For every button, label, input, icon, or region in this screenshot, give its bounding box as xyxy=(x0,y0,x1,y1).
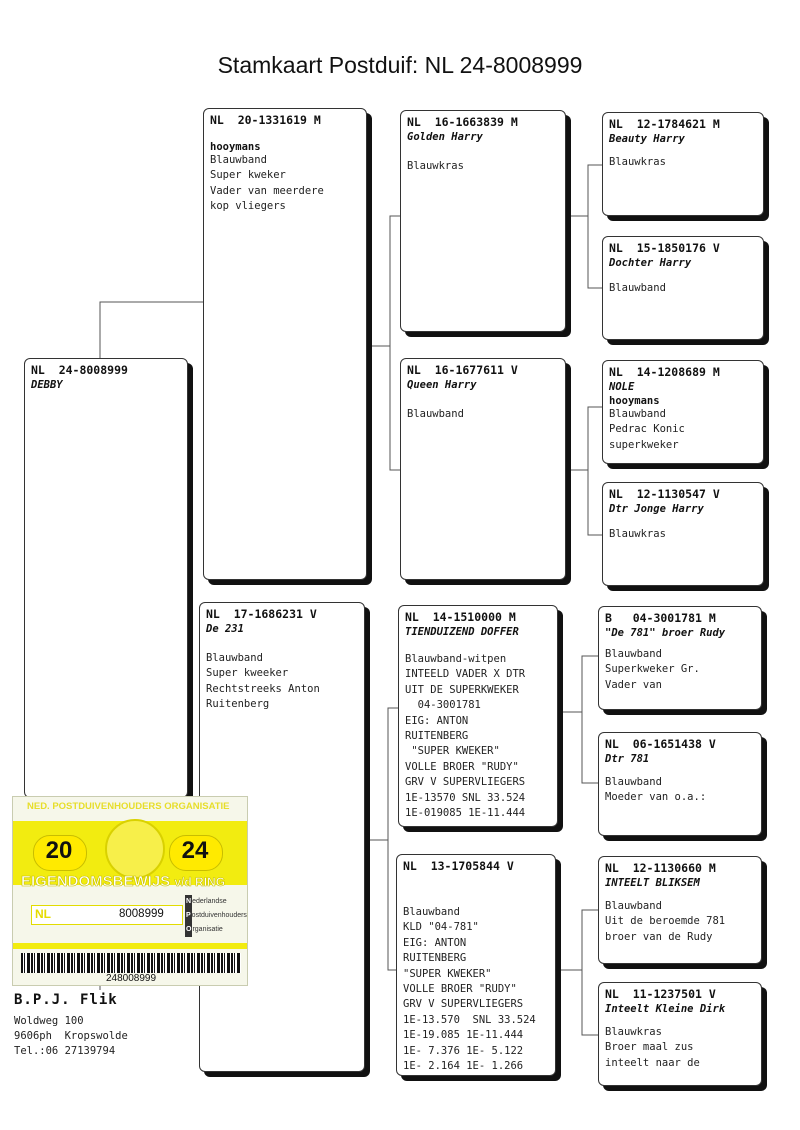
mm-card xyxy=(396,854,556,1076)
npo-word: rganisatie xyxy=(192,926,223,933)
mfm-line: Moeder van o.a.: xyxy=(605,791,707,804)
mmm-line: Broer maal zus xyxy=(605,1041,694,1054)
sticker-prefix: NL xyxy=(35,907,51,921)
ffm-name: Dochter Harry xyxy=(609,257,692,269)
mfm-line: Blauwband xyxy=(605,776,662,788)
mmm-name: Inteelt Kleine Dirk xyxy=(605,1003,726,1015)
mff-card xyxy=(598,606,762,710)
mf-line: GRV V SUPERVLIEGERS xyxy=(405,776,526,789)
fm-ring: NL 16-1677611 V xyxy=(407,363,518,377)
sticker-banner xyxy=(21,873,225,890)
mother-line: Rechtstreeks Anton xyxy=(206,682,320,695)
mother-line: Ruitenberg xyxy=(206,698,270,711)
sticker-banner-text: EIGENDOMSBEWIJS xyxy=(21,873,171,890)
mf-line: UIT DE SUPERKWEKER xyxy=(405,683,519,696)
sticker-year-right-text: 24 xyxy=(181,837,209,864)
fmm-name: Dtr Jonge Harry xyxy=(609,503,704,515)
sticker-year-left-text: 20 xyxy=(45,837,73,864)
father-card xyxy=(203,108,367,580)
subject-ring: NL 24-8008999 xyxy=(31,363,128,377)
fmf-line: Blauwband xyxy=(609,408,666,420)
mm-ring: NL 13-1705844 V xyxy=(403,859,514,873)
mfm-ring: NL 06-1651438 V xyxy=(605,737,716,751)
mm-line: 1E- 2.164 1E- 1.266 xyxy=(403,1060,524,1073)
fmf-line: superkweker xyxy=(609,438,679,451)
fm-card xyxy=(400,358,566,580)
ff-name: Golden Harry xyxy=(407,131,483,143)
npo-letter: O xyxy=(185,923,192,937)
mm-line: EIG: ANTON xyxy=(403,936,467,949)
father-line: Super kweker xyxy=(210,169,286,182)
mother-ring: NL 17-1686231 V xyxy=(206,607,317,621)
owner-city: 9606ph Kropswolde xyxy=(14,1030,128,1042)
father-owner: hooymans xyxy=(210,141,261,153)
mff-line: Vader van xyxy=(605,678,662,691)
mm-line: KLD "04-781" xyxy=(403,921,479,934)
fmm-ring: NL 12-1130547 V xyxy=(609,487,720,501)
mmf-ring: NL 12-1130660 M xyxy=(605,861,716,875)
sticker-banner-suffix: v/d RING xyxy=(174,875,226,889)
mf-line: Blauwband-witpen xyxy=(405,653,507,665)
father-line: Vader van meerdere xyxy=(210,184,324,197)
fff-card xyxy=(602,112,764,216)
mff-name: "De 781" broer Rudy xyxy=(605,627,726,639)
father-ring: NL 20-1331619 M xyxy=(210,113,321,127)
mf-line: INTEELD VADER X DTR xyxy=(405,668,526,681)
ffm-card xyxy=(602,236,764,340)
mmm-ring: NL 11-1237501 V xyxy=(605,987,716,1001)
owner-name: B.P.J. Flik xyxy=(14,992,118,1008)
fmf-owner: hooymans xyxy=(609,395,660,407)
mf-line: 1E-019085 1E-11.444 xyxy=(405,807,526,820)
father-line: kop vliegers xyxy=(210,200,286,213)
owner-block xyxy=(14,992,128,1059)
mmf-line: Uit de beroemde 781 xyxy=(605,915,726,928)
fff-line: Blauwkras xyxy=(609,156,666,168)
mmf-line: Blauwband xyxy=(605,900,662,912)
mf-line: 04-3001781 xyxy=(405,699,481,712)
sticker-emblem-icon xyxy=(105,819,165,879)
mf-line: RUITENBERG xyxy=(405,730,469,743)
fmf-card xyxy=(602,360,764,464)
mfm-name: Dtr 781 xyxy=(605,753,650,765)
fm-line: Blauwband xyxy=(407,408,464,420)
mf-line: "SUPER KWEKER" xyxy=(405,745,500,758)
mm-line: 1E- 7.376 1E- 5.122 xyxy=(403,1044,524,1057)
ff-card xyxy=(400,110,566,332)
mf-line: EIG: ANTON xyxy=(405,714,469,727)
mff-line: Superkweker Gr. xyxy=(605,663,700,676)
mmf-line: broer van de Rudy xyxy=(605,930,713,943)
owner-phone: Tel.:06 27139794 xyxy=(14,1045,116,1057)
ff-ring: NL 16-1663839 M xyxy=(407,115,518,129)
ffm-ring: NL 15-1850176 V xyxy=(609,241,720,255)
fmf-ring: NL 14-1208689 M xyxy=(609,365,720,379)
page-title: Stamkaart Postduif: NL 24-8008999 xyxy=(217,52,583,78)
mm-line: Blauwband xyxy=(403,906,460,918)
mff-ring: B 04-3001781 M xyxy=(605,611,716,625)
mmm-line: inteelt naar de xyxy=(605,1056,700,1069)
mm-line: 1E-13.570 SNL 33.524 xyxy=(403,1013,536,1026)
mm-line: VOLLE BROER "RUDY" xyxy=(403,983,517,996)
sticker-number: 8008999 xyxy=(119,908,164,920)
mmf-card xyxy=(598,856,762,964)
subject-name: DEBBY xyxy=(31,379,63,391)
fff-name: Beauty Harry xyxy=(609,133,685,145)
mother-line: Blauwband xyxy=(206,652,263,664)
ff-line: Blauwkras xyxy=(407,160,464,172)
barcode-number: 248008999 xyxy=(105,973,157,984)
mm-line: RUITENBERG xyxy=(403,952,467,965)
fm-name: Queen Harry xyxy=(407,379,477,391)
mfm-card xyxy=(598,732,762,836)
sticker-npo-block xyxy=(185,895,247,937)
npo-letter: N xyxy=(185,895,192,909)
father-line: Blauwband xyxy=(210,154,267,166)
npo-letter: P xyxy=(185,909,192,923)
npo-word: ederlandse xyxy=(192,898,227,905)
mmm-line: Blauwkras xyxy=(605,1026,662,1038)
fff-ring: NL 12-1784621 M xyxy=(609,117,720,131)
fmf-name: NOLE xyxy=(609,381,635,393)
mf-name: TIENDUIZEND DOFFER xyxy=(405,626,519,638)
ownership-sticker xyxy=(12,796,248,986)
mm-line: "SUPER KWEKER" xyxy=(403,967,492,980)
mother-line: Super kweeker xyxy=(206,667,289,680)
fmf-line: Pedrac Konic xyxy=(609,423,685,436)
mm-line: GRV V SUPERVLIEGERS xyxy=(403,998,524,1011)
mf-card xyxy=(398,605,558,827)
mf-ring: NL 14-1510000 M xyxy=(405,610,516,624)
owner-address: Woldweg 100 xyxy=(14,1015,84,1027)
ffm-line: Blauwband xyxy=(609,282,666,294)
fmm-card xyxy=(602,482,764,586)
mf-line: 1E-13570 SNL 33.524 xyxy=(405,791,526,804)
mmm-card xyxy=(598,982,762,1086)
mf-line: VOLLE BROER "RUDY" xyxy=(405,760,519,773)
barcode-icon xyxy=(21,953,241,973)
fmm-line: Blauwkras xyxy=(609,528,666,540)
mother-name: De 231 xyxy=(206,623,244,635)
mmf-name: INTEELT BLIKSEM xyxy=(605,877,700,889)
mm-line: 1E-19.085 1E-11.444 xyxy=(403,1029,524,1042)
sticker-stripe xyxy=(13,943,248,949)
npo-word: ostduivenhouders xyxy=(191,912,247,919)
mff-line: Blauwband xyxy=(605,648,662,660)
subject-card xyxy=(24,358,188,798)
sticker-org: NED. POSTDUIVENHOUDERS ORGANISATIE xyxy=(27,801,230,812)
